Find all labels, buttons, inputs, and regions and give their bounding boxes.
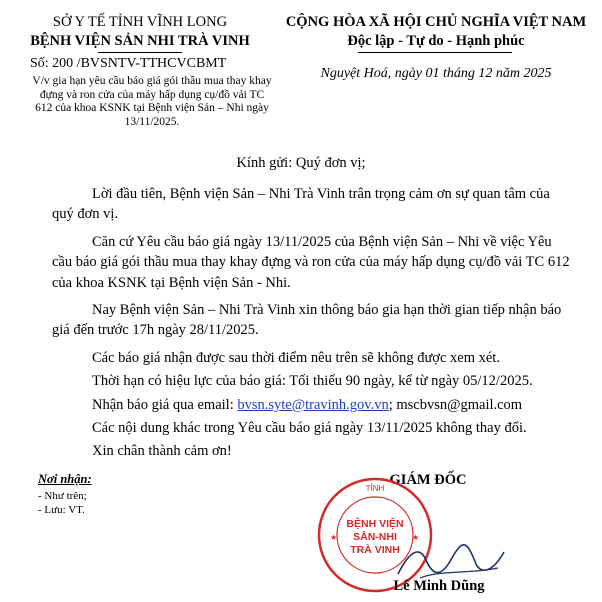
paragraph-greeting: Lời đầu tiên, Bệnh viện Sản – Nhi Trà Vinh trân trọng cảm ơn sự quan tâm của quý đơn vị.: [52, 186, 550, 223]
stamp-line-2: SẢN-NHI: [353, 531, 397, 543]
paragraph-unchanged: Các nội dung khác trong Yêu cầu báo giá ngày 13/11/2025 không thay đổi.: [92, 420, 527, 437]
paragraph-late-quotes: Các báo giá nhận được sau thời điểm nêu trên sẽ không được xem xét.: [92, 349, 500, 366]
signer-name: Lê Minh Dũng: [393, 578, 485, 594]
issuing-agency: SỞ Y TẾ TỈNH VĨNH LONG: [52, 14, 228, 30]
place-date: Nguyệt Hoá, ngày 01 tháng 12 năm 2025: [320, 66, 552, 81]
letter-body: [52, 184, 572, 469]
email-link-primary[interactable]: bvsn.syte@travinh.gov.vn: [237, 396, 389, 413]
email-prefix: Nhận báo giá qua email:: [92, 396, 238, 413]
signer-title: GIÁM ĐỐC: [389, 472, 467, 488]
svg-text:★: ★: [330, 533, 338, 542]
paragraph-basis: Căn cứ Yêu cầu báo giá ngày 13/11/2025 của Bệnh viện Sản – Nhi về việc Yêu cầu báo giá gói thầu mua thay khay đựng và ron cửa của máy hấp dụng cụ/đồ vải TC 612 của khoa KSNK tại Bệnh viện Sản - Nhi.: [52, 233, 570, 291]
org-underline: [98, 52, 182, 53]
stamp-line-3: TRÀ VINH: [350, 544, 400, 556]
document-number: Số: 200 /BVSNTV-TTHCVCBMT: [30, 56, 227, 71]
paragraph-email: [52, 395, 572, 415]
paragraph-extension: Nay Bệnh viện Sản – Nhi Trà Vinh xin thông báo gia hạn thời gian tiếp nhận báo giá đến trước 17h ngày 28/11/2025.: [52, 302, 562, 339]
document-subject: V/v gia hạn yêu cầu báo giá gói thầu mua thay khay đựng và ron cửa của máy hấp dụng cụ/đồ vải TC 612 của khoa KSNK tại Bệnh viện Sản – Nhi ngày 13/11/2025.: [32, 75, 272, 128]
paragraph-thanks: Xin chân thành cảm ơn!: [92, 443, 232, 460]
recipient-item: - Lưu: VT.: [38, 504, 85, 517]
national-title: CỘNG HÒA XÃ HỘI CHỦ NGHĨA VIỆT NAM: [285, 14, 587, 30]
recipients-title: Nơi nhận:: [38, 472, 92, 486]
svg-text:★: ★: [412, 533, 420, 542]
recipients-list: [38, 489, 87, 518]
recipient-item: - Như trên;: [38, 490, 87, 502]
national-motto: Độc lập - Tự do - Hạnh phúc: [347, 33, 525, 49]
stamp-top-text: TỈNH: [365, 484, 385, 493]
paragraph-validity: Thời hạn có hiệu lực của báo giá: Tối thiểu 90 ngày, kể từ ngày 05/12/2025.: [92, 373, 533, 390]
organization-name: BỆNH VIỆN SẢN NHI TRÀ VINH: [30, 33, 250, 49]
email-secondary[interactable]: mscbvsn@gmail.com: [396, 396, 523, 413]
stamp-line-1: BỆNH VIỆN: [346, 518, 404, 530]
recipient-line: Kính gửi: Quý đơn vị;: [236, 155, 366, 171]
motto-underline: [358, 52, 512, 53]
email-separator: ;: [388, 396, 397, 413]
